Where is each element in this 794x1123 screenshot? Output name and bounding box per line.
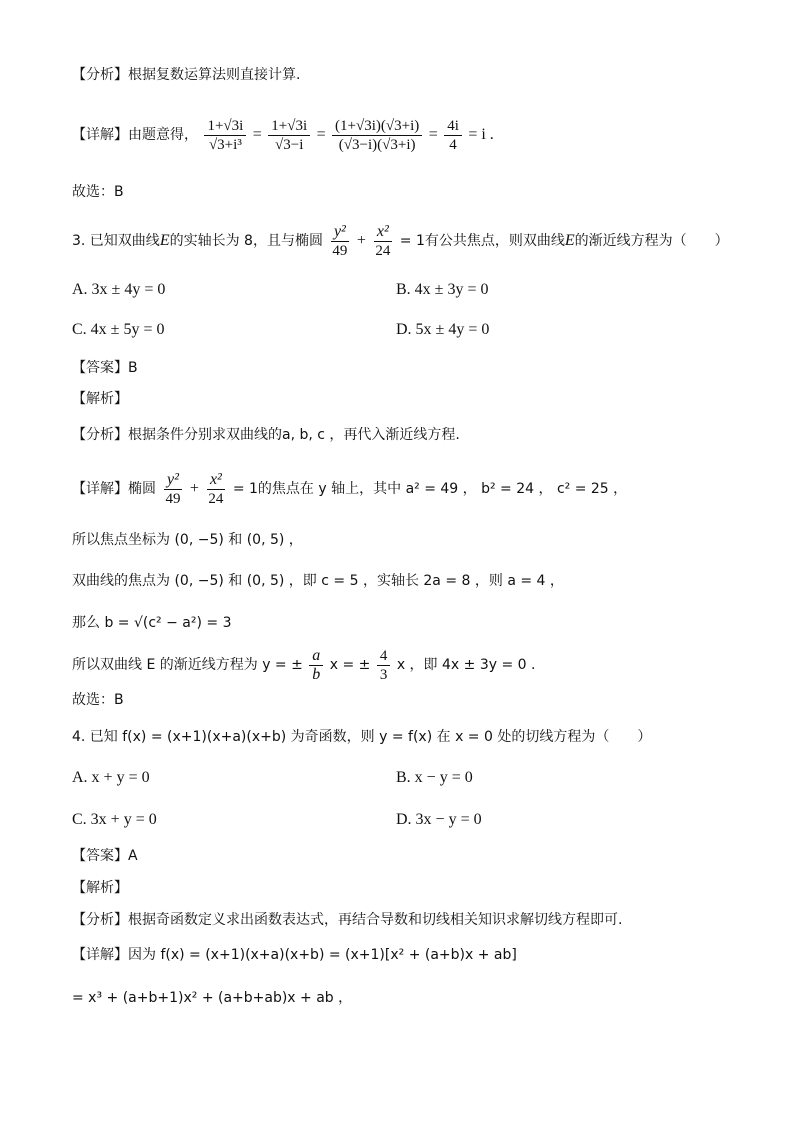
detail-label: 【详解】由题意得，	[72, 127, 198, 143]
analysis-3: 【分析】根据条件分别求双曲线的a, b, c ，再代入渐近线方程.	[72, 427, 460, 443]
q4-option-d: D. 3x − y = 0	[396, 811, 482, 828]
q3-fraction-1: $\frac{\text{y²}}{49}$	[332, 222, 348, 259]
d3-fraction-2: $\frac{\text{x²}}{24}$	[208, 470, 224, 507]
fraction-3: $\frac{(1+√3i)(√3+i)}{(√3-i)(√3+i)}$	[332, 117, 422, 154]
s4-fraction-2: $\frac{4}{3}$	[377, 647, 391, 684]
q3-option-d: D. 5x ± 4y = 0	[396, 321, 490, 338]
detail-4b: = x³ + (a+b+1)x² + (a+b+ab)x + ab ，	[72, 990, 353, 1006]
choice-line-1: 故选：B	[72, 184, 124, 200]
q3-option-b: B. 4x ± 3y = 0	[396, 281, 489, 298]
detail-3: 【详解】椭圆 $\frac{\text{y²}}{49}$ + $\frac{\text{x²}}{24}$ = 1的焦点在 y 轴上，其中 a² = 49 ， b² = 24 ， c² = 25 ，	[72, 470, 628, 507]
q3-option-a: A. 3x ± 4y = 0	[72, 281, 166, 298]
step-3: 那么 b = √(c² − a²) = 3	[72, 615, 232, 631]
step-4: 所以双曲线 E 的渐近线方程为 y = ± $\frac{a}{b}$ x = ± $\frac{4}{3}$ x ，即 4x ± 3y = 0 .	[72, 646, 536, 683]
detail-line-1: 【详解】由题意得， $\frac{1+√3i}{\text{√3+i³}}$ = $\frac{1+√3i}{√3-i}$ = $\frac{(1+√3i)(√3+i)}{(√3-i)(√3+i)}$ = $\frac{4i}{4}$ = i .	[72, 117, 494, 153]
q3-fraction-2: $\frac{\text{x²}}{24}$	[375, 222, 391, 259]
q4-option-a: A. x + y = 0	[72, 769, 150, 786]
answer-3: 【答案】B	[72, 360, 138, 376]
step-1: 所以焦点坐标为 (0, −5) 和 (0, 5) ，	[72, 532, 303, 548]
analysis-line-1: 【分析】根据复数运算法则直接计算.	[72, 67, 301, 83]
choice-line-3: 故选：B	[72, 692, 124, 708]
analysis-heading-3: 【解析】	[72, 391, 128, 407]
fraction-4: $\frac{4i}{4}$	[444, 117, 462, 154]
s4-fraction-1: $\frac{a}{b}$	[309, 647, 323, 684]
step-2: 双曲线的焦点为 (0, −5) 和 (0, 5) ，即 c = 5 ，实轴长 2a = 8 ，则 a = 4 ，	[72, 573, 564, 589]
q4-option-b: B. x − y = 0	[396, 769, 473, 786]
detail-4: 【详解】因为 f(x) = (x+1)(x+a)(x+b) = (x+1)[x² + (a+b)x + ab]	[72, 947, 517, 963]
fraction-2: $\frac{1+√3i}{√3-i}$	[268, 117, 310, 154]
analysis-heading-4: 【解析】	[72, 880, 128, 896]
q4-option-c: C. 3x + y = 0	[72, 811, 157, 828]
answer-4: 【答案】A	[72, 848, 138, 864]
q3-option-c: C. 4x ± 5y = 0	[72, 321, 165, 338]
question-4: 4. 已知 f(x) = (x+1)(x+a)(x+b) 为奇函数，则 y = f(x) 在 x = 0 处的切线方程为（ ）	[72, 729, 652, 745]
d3-fraction-1: $\frac{\text{y²}}{49}$	[165, 470, 181, 507]
analysis-4: 【分析】根据奇函数定义求出函数表达式，再结合导数和切线相关知识求解切线方程即可.	[72, 912, 623, 928]
question-3: 3. 已知双曲线E的实轴长为 8，且与椭圆 $\frac{\text{y²}}{49}$ + $\frac{\text{x²}}{24}$ = 1有公共焦点，则双曲线E的渐近线方程为（ ）	[72, 222, 729, 259]
fraction-1: $\frac{1+√3i}{\text{√3+i³}}$	[204, 117, 246, 154]
